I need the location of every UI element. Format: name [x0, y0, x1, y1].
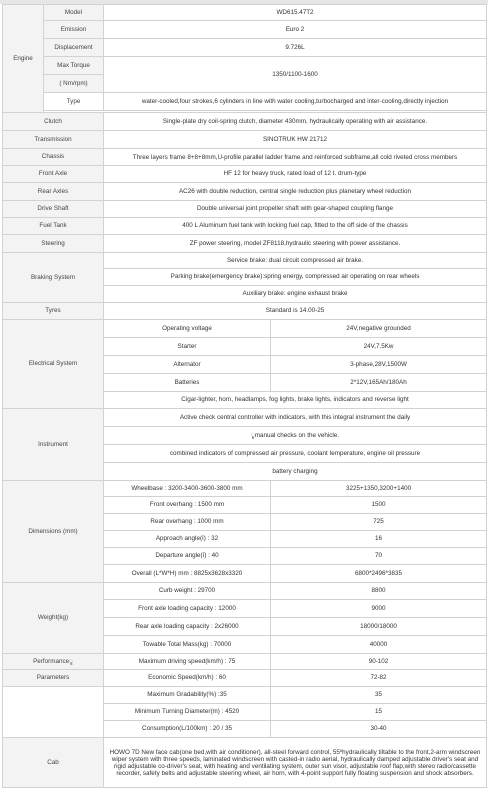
weight-name: Rear axle loading capacity : 2x26000 — [104, 618, 271, 636]
engine-label: Engine — [3, 5, 44, 113]
clutch-label: Clutch — [3, 113, 104, 131]
chassis-label: Chassis — [3, 149, 104, 166]
engine-torque-value: 1350/1100-1600 — [104, 57, 487, 93]
parameters-blank — [3, 687, 104, 738]
parameters-name: Maximum Gradability(%) :35 — [104, 687, 271, 704]
table-row — [3, 253, 487, 269]
parameters-label: Parameters — [3, 670, 104, 687]
table-row — [3, 320, 487, 338]
table-row — [3, 303, 487, 320]
weight-name: Front axle loading capacity : 12000 — [104, 600, 271, 618]
engine-torque-label: Max Torque — [44, 57, 104, 75]
engine-type-value: water-cooled,four strokes,6 cylinders in line with water cooling,turbocharged and inter-cooling,directly injection — [104, 93, 487, 111]
performance-label: Performanceॄ — [3, 654, 104, 670]
drive-shaft-label: Drive Shaft — [3, 201, 104, 218]
parameters-name: Minimum Turning Diameter(m) : 4520 — [104, 704, 271, 721]
weight-value: 9000 — [271, 600, 487, 618]
braking-label: Braking System — [3, 253, 104, 303]
parameters-value: 15 — [271, 704, 487, 721]
dimensions-value: 725 — [271, 514, 487, 531]
electrical-starter-label: Starter — [104, 338, 271, 356]
weight-name: Towable Total Mass(kg) : 70000 — [104, 636, 271, 654]
dimensions-value: 6800*2496*3835 — [271, 565, 487, 583]
engine-torque-unit: ( Nm/rpm) — [44, 75, 104, 93]
braking-auxiliary: Auxiliary brake: engine exhaust brake — [104, 286, 487, 303]
table-row — [3, 93, 487, 111]
cab-value: HOWO 7D New face cab(one bed,with air conditioner), all-steel forward control, 55ºhydraulically tiltable to the front,2-arm windscreen wiper system with three speeds, laminated windscreen with casted-in radio aerial, hydraulically damped adjustable driver's seat and rigid adjustable co-driver's seat, with heating and ventilating system, outer sun visor, adjustable roof flap,with stereo radio/cassette recorder, safety belts and adjustable steering wheel, air horn, with 4-point support fully floating suspension and shock absorbers. — [104, 738, 487, 788]
dimensions-value: 70 — [271, 548, 487, 565]
weight-label: Weight(kg) — [3, 583, 104, 654]
weight-value: 40000 — [271, 636, 487, 654]
parameters-value: 30-40 — [271, 721, 487, 738]
performance-speed-name: Maximum driving speed(km/h) : 75 — [104, 654, 271, 670]
dimensions-name: Departure angle(ȋ) : 40 — [104, 548, 271, 565]
weight-value: 8800 — [271, 583, 487, 600]
electrical-batteries-value: 2*12V,165Ah/180Ah — [271, 374, 487, 392]
front-axle-label: Front Axle — [3, 166, 104, 183]
fuel-tank-value: 400 L Aluminum fuel tank with locking fuel cap, fitted to the off side of the chassis — [104, 218, 487, 235]
table-row — [3, 583, 487, 600]
electrical-batteries-label: Batteries — [104, 374, 271, 392]
instrument-line-4: battery charging — [104, 463, 487, 481]
weight-name: Curb weight : 29700 — [104, 583, 271, 600]
table-row — [3, 183, 487, 201]
front-axle-value: HF 12 for heavy truck, rated load of 12 t. drum-type — [104, 166, 487, 183]
electrical-lights: Cigar-lighter, horn, headlamps, fog lights, brake lights, indicators and reverse light — [104, 392, 487, 409]
engine-emission-label: Emission — [44, 21, 104, 39]
table-row — [3, 57, 487, 75]
performance-speed-value: 90-102 — [271, 654, 487, 670]
electrical-label: Electrical System — [3, 320, 104, 409]
clutch-value: Single-plate dry coil-spring clutch, diameter 430mm, hydraulically operating with air assistance. — [104, 113, 487, 131]
engine-type-label: Type — [44, 93, 104, 111]
spec-table — [2, 4, 487, 788]
instrument-line-2: ॄmanual checks on the vehicle. — [104, 427, 487, 445]
table-row — [3, 218, 487, 235]
parameters-name: Consumption(L/100km) : 20 / 35 — [104, 721, 271, 738]
engine-emission-value: Euro 2 — [104, 21, 487, 39]
braking-service: Service brake: dual circuit compressed air brake. — [104, 253, 487, 269]
engine-displacement-label: Displacement — [44, 39, 104, 57]
rear-axles-label: Rear Axles — [3, 183, 104, 201]
table-row — [3, 149, 487, 166]
engine-model-value: WD615.47T2 — [104, 5, 487, 21]
parameters-value: 35 — [271, 687, 487, 704]
instrument-line-1: Active check central controller with indicators, with this integral instrument the daily — [104, 409, 487, 427]
table-row — [3, 131, 487, 149]
dimensions-label: Dimensions (mm) — [3, 481, 104, 583]
table-row — [3, 481, 487, 497]
electrical-alternator-value: 3-phase,28V,1500W — [271, 356, 487, 374]
parameters-value: 72-82 — [271, 670, 487, 687]
table-row — [3, 409, 487, 427]
table-row — [3, 21, 487, 39]
table-row — [3, 113, 487, 131]
dimensions-name: Rear overhang : 1000 mm — [104, 514, 271, 531]
dimensions-name: Front overhang : 1500 mm — [104, 497, 271, 514]
dimensions-name: Approach angle(ȋ) : 32 — [104, 531, 271, 548]
engine-displacement-value: 9.726L — [104, 39, 487, 57]
table-row — [3, 687, 487, 704]
dimensions-value: 3225+1350,3200+1400 — [271, 481, 487, 497]
dimensions-name: Overall (L*W*H) mm : 8825x3628x3320 — [104, 565, 271, 583]
instrument-label: Instrument — [3, 409, 104, 481]
tyres-label: Tyres — [3, 303, 104, 320]
steering-label: Steering — [3, 235, 104, 253]
instrument-line-3: combined indicators of compressed air pressure, coolant temperature, engine oil pressure — [104, 445, 487, 463]
table-row — [3, 738, 487, 788]
table-row — [3, 670, 487, 687]
table-row — [3, 5, 487, 21]
engine-model-label: Model — [44, 5, 104, 21]
table-row — [3, 654, 487, 670]
electrical-starter-value: 24V,7.5Kw — [271, 338, 487, 356]
fuel-tank-label: Fuel Tank — [3, 218, 104, 235]
table-row — [3, 201, 487, 218]
parameters-name: Economic Speed(km/h) : 60 — [104, 670, 271, 687]
steering-value: ZF power steering, model ZF8118,hydraulic steering with power assistance. — [104, 235, 487, 253]
table-row — [3, 39, 487, 57]
dimensions-value: 16 — [271, 531, 487, 548]
cab-label: Cab — [3, 738, 104, 788]
drive-shaft-value: Double universal joint propeller shaft with gear-shaped coupling flange — [104, 201, 487, 218]
transmission-value: SINOTRUK HW 21712 — [104, 131, 487, 149]
electrical-alternator-label: Alternator — [104, 356, 271, 374]
table-row — [3, 166, 487, 183]
weight-value: 18000/18000 — [271, 618, 487, 636]
transmission-label: Transmission — [3, 131, 104, 149]
table-row — [3, 235, 487, 253]
dimensions-value: 1500 — [271, 497, 487, 514]
chassis-value: Three layers frame 8+8+8mm,U-profile parallel ladder frame and reinforced subframe,all cold riveted cross members — [104, 149, 487, 166]
electrical-voltage-label: Operating voltage — [104, 320, 271, 338]
electrical-voltage-value: 24V,negative grounded — [271, 320, 487, 338]
dimensions-name: Wheelbase : 3200-3400-3600-3800 mm — [104, 481, 271, 497]
rear-axles-value: AC26 with double reduction, central single reduction plus planetary wheel reduction — [104, 183, 487, 201]
tyres-value: Standard is 14.00-25 — [104, 303, 487, 320]
braking-parking: Parking brake(emergency brake):spring energy, compressed air operating on rear wheels — [104, 269, 487, 286]
